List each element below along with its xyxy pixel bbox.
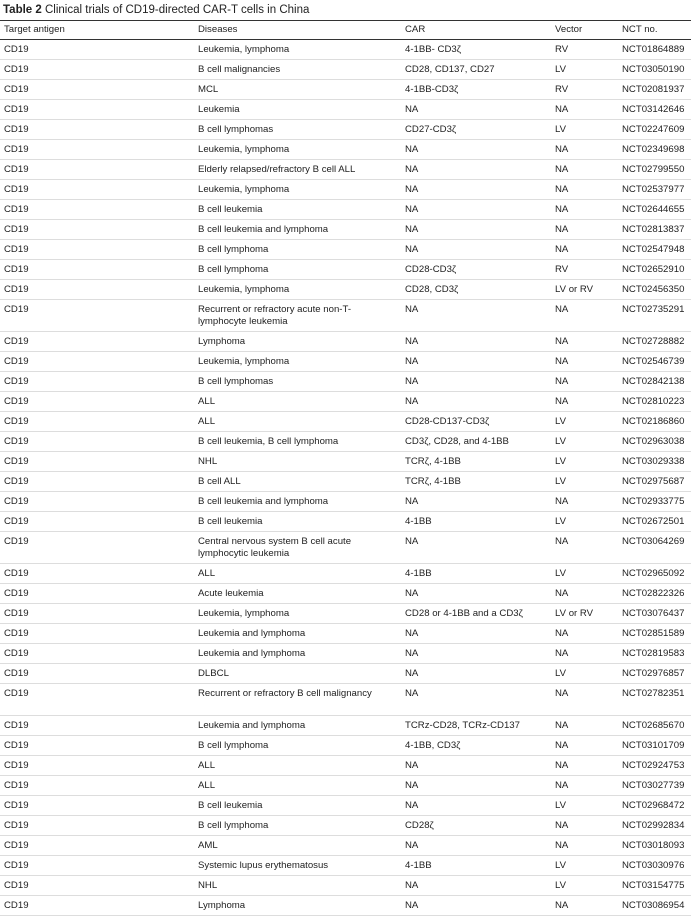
- cell-target-antigen: CD19: [0, 260, 194, 280]
- cell-car: 4-1BB: [401, 856, 551, 876]
- cell-vector: LV: [551, 856, 618, 876]
- cell-car: 4-1BB: [401, 512, 551, 532]
- cell-vector: LV: [551, 412, 618, 432]
- cell-disease: Lymphoma: [194, 896, 401, 916]
- cell-vector: RV: [551, 40, 618, 60]
- cell-disease: Recurrent or refractory acute non-T-lymphocyte leukemia: [194, 300, 401, 332]
- table-row: [0, 512, 691, 532]
- cell-car: NA: [401, 160, 551, 180]
- cell-nct-number: NCT03086954: [618, 896, 691, 916]
- table-row: [0, 836, 691, 856]
- table-row: [0, 280, 691, 300]
- table-row: [0, 160, 691, 180]
- table-row: [0, 220, 691, 240]
- cell-nct-number: NCT02546739: [618, 352, 691, 372]
- cell-target-antigen: CD19: [0, 392, 194, 412]
- cell-nct-number: NCT03154775: [618, 876, 691, 896]
- cell-car: NA: [401, 644, 551, 664]
- cell-car: CD27-CD3ζ: [401, 120, 551, 140]
- cell-target-antigen: CD19: [0, 644, 194, 664]
- cell-car: NA: [401, 332, 551, 352]
- cell-target-antigen: CD19: [0, 220, 194, 240]
- cell-car: CD28-CD137-CD3ζ: [401, 412, 551, 432]
- cell-nct-number: NCT02782351: [618, 684, 691, 716]
- cell-nct-number: NCT02842138: [618, 372, 691, 392]
- cell-vector: NA: [551, 684, 618, 716]
- cell-disease: B cell ALL: [194, 472, 401, 492]
- cell-vector: LV: [551, 60, 618, 80]
- table-row: [0, 776, 691, 796]
- cell-disease: Recurrent or refractory B cell malignancy: [194, 684, 401, 716]
- cell-target-antigen: CD19: [0, 372, 194, 392]
- cell-disease: B cell lymphoma: [194, 816, 401, 836]
- cell-disease: NHL: [194, 452, 401, 472]
- cell-nct-number: NCT02965092: [618, 564, 691, 584]
- cell-vector: NA: [551, 240, 618, 260]
- table-caption: [0, 0, 691, 20]
- table-row: [0, 472, 691, 492]
- table-row: [0, 240, 691, 260]
- table-row: [0, 816, 691, 836]
- table-caption-text: Clinical trials of CD19-directed CAR-T cells in China: [44, 4, 310, 16]
- cell-target-antigen: CD19: [0, 604, 194, 624]
- cell-vector: LV: [551, 876, 618, 896]
- cell-vector: NA: [551, 100, 618, 120]
- cell-disease: Central nervous system B cell acute lymphocytic leukemia: [194, 532, 401, 564]
- cell-target-antigen: CD19: [0, 160, 194, 180]
- cell-vector: NA: [551, 736, 618, 756]
- cell-disease: B cell leukemia, B cell lymphoma: [194, 432, 401, 452]
- cell-target-antigen: CD19: [0, 816, 194, 836]
- table-row: [0, 644, 691, 664]
- cell-disease: Leukemia and lymphoma: [194, 716, 401, 736]
- cell-nct-number: NCT02933775: [618, 492, 691, 512]
- cell-nct-number: NCT02924753: [618, 756, 691, 776]
- cell-car: TCRζ, 4-1BB: [401, 472, 551, 492]
- cell-nct-number: NCT02735291: [618, 300, 691, 332]
- cell-vector: NA: [551, 644, 618, 664]
- cell-target-antigen: CD19: [0, 716, 194, 736]
- cell-nct-number: NCT02247609: [618, 120, 691, 140]
- cell-vector: NA: [551, 352, 618, 372]
- cell-nct-number: NCT02349698: [618, 140, 691, 160]
- cell-vector: LV: [551, 432, 618, 452]
- cell-nct-number: NCT03018093: [618, 836, 691, 856]
- cell-disease: ALL: [194, 412, 401, 432]
- table-row: [0, 260, 691, 280]
- cell-vector: NA: [551, 372, 618, 392]
- cell-vector: NA: [551, 896, 618, 916]
- table-row: [0, 796, 691, 816]
- table-row: [0, 532, 691, 564]
- cell-vector: NA: [551, 716, 618, 736]
- table-row: [0, 140, 691, 160]
- cell-disease: Leukemia, lymphoma: [194, 140, 401, 160]
- cell-car: 4-1BB, CD3ζ: [401, 736, 551, 756]
- cell-disease: Acute leukemia: [194, 584, 401, 604]
- cell-disease: Leukemia, lymphoma: [194, 180, 401, 200]
- cell-car: NA: [401, 796, 551, 816]
- cell-target-antigen: CD19: [0, 564, 194, 584]
- cell-nct-number: NCT01864889: [618, 40, 691, 60]
- cell-car: NA: [401, 180, 551, 200]
- cell-target-antigen: CD19: [0, 432, 194, 452]
- cell-disease: DLBCL: [194, 664, 401, 684]
- cell-vector: NA: [551, 332, 618, 352]
- cell-vector: NA: [551, 532, 618, 564]
- cell-disease: ALL: [194, 776, 401, 796]
- header-target-antigen: Target antigen: [0, 21, 194, 40]
- cell-disease: Leukemia and lymphoma: [194, 624, 401, 644]
- cell-target-antigen: CD19: [0, 532, 194, 564]
- cell-nct-number: NCT03076437: [618, 604, 691, 624]
- cell-nct-number: NCT03142646: [618, 100, 691, 120]
- table-row: [0, 896, 691, 916]
- cell-target-antigen: CD19: [0, 664, 194, 684]
- cell-nct-number: NCT02644655: [618, 200, 691, 220]
- cell-nct-number: NCT03027739: [618, 776, 691, 796]
- header-diseases: Diseases: [194, 21, 401, 40]
- cell-target-antigen: CD19: [0, 492, 194, 512]
- cell-car: NA: [401, 876, 551, 896]
- cell-car: NA: [401, 756, 551, 776]
- cell-nct-number: NCT02992834: [618, 816, 691, 836]
- cell-vector: LV: [551, 664, 618, 684]
- cell-nct-number: NCT02968472: [618, 796, 691, 816]
- cell-disease: B cell lymphomas: [194, 120, 401, 140]
- cell-disease: B cell leukemia: [194, 200, 401, 220]
- cell-nct-number: NCT03030976: [618, 856, 691, 876]
- cell-nct-number: NCT02081937: [618, 80, 691, 100]
- table-row: [0, 756, 691, 776]
- cell-car: NA: [401, 140, 551, 160]
- cell-disease: Lymphoma: [194, 332, 401, 352]
- table-row: [0, 584, 691, 604]
- cell-car: NA: [401, 532, 551, 564]
- cell-car: 4-1BB-CD3ζ: [401, 80, 551, 100]
- cell-nct-number: NCT02537977: [618, 180, 691, 200]
- cell-target-antigen: CD19: [0, 856, 194, 876]
- cell-target-antigen: CD19: [0, 300, 194, 332]
- cell-target-antigen: CD19: [0, 80, 194, 100]
- cell-car: NA: [401, 392, 551, 412]
- table-row: [0, 432, 691, 452]
- header-nct-no: NCT no.: [618, 21, 691, 40]
- cell-vector: NA: [551, 492, 618, 512]
- table-row: [0, 624, 691, 644]
- cell-target-antigen: CD19: [0, 140, 194, 160]
- header-car: CAR: [401, 21, 551, 40]
- cell-nct-number: NCT02975687: [618, 472, 691, 492]
- cell-disease: B cell lymphoma: [194, 736, 401, 756]
- table-row: [0, 876, 691, 896]
- cell-disease: MCL: [194, 80, 401, 100]
- cell-car: CD28, CD137, CD27: [401, 60, 551, 80]
- cell-nct-number: NCT02685670: [618, 716, 691, 736]
- table-row: [0, 40, 691, 60]
- cell-target-antigen: CD19: [0, 876, 194, 896]
- cell-disease: Elderly relapsed/refractory B cell ALL: [194, 160, 401, 180]
- cell-nct-number: NCT02822326: [618, 584, 691, 604]
- cell-nct-number: NCT02652910: [618, 260, 691, 280]
- table-row: [0, 716, 691, 736]
- cell-nct-number: NCT02547948: [618, 240, 691, 260]
- cell-target-antigen: CD19: [0, 180, 194, 200]
- table-row: [0, 300, 691, 332]
- table-row: [0, 120, 691, 140]
- cell-disease: ALL: [194, 392, 401, 412]
- cell-target-antigen: CD19: [0, 736, 194, 756]
- cell-target-antigen: CD19: [0, 796, 194, 816]
- table-row: [0, 736, 691, 756]
- cell-target-antigen: CD19: [0, 120, 194, 140]
- cell-car: NA: [401, 896, 551, 916]
- cell-disease: B cell leukemia and lymphoma: [194, 492, 401, 512]
- table-row: [0, 604, 691, 624]
- table-row: [0, 80, 691, 100]
- cell-vector: NA: [551, 836, 618, 856]
- table-header-row: [0, 21, 691, 40]
- cell-target-antigen: CD19: [0, 332, 194, 352]
- table-row: [0, 200, 691, 220]
- cell-car: 4-1BB- CD3ζ: [401, 40, 551, 60]
- cell-car: TCRζ, 4-1BB: [401, 452, 551, 472]
- cell-car: CD28, CD3ζ: [401, 280, 551, 300]
- cell-nct-number: NCT02813837: [618, 220, 691, 240]
- cell-vector: NA: [551, 200, 618, 220]
- cell-nct-number: NCT03029338: [618, 452, 691, 472]
- cell-car: NA: [401, 776, 551, 796]
- table-row: [0, 332, 691, 352]
- cell-target-antigen: CD19: [0, 452, 194, 472]
- table-row: [0, 492, 691, 512]
- cell-car: NA: [401, 200, 551, 220]
- cell-disease: B cell lymphoma: [194, 240, 401, 260]
- table-row: [0, 684, 691, 716]
- table-row: [0, 180, 691, 200]
- table-row: [0, 664, 691, 684]
- cell-disease: NHL: [194, 876, 401, 896]
- table-row: [0, 60, 691, 80]
- cell-vector: LV: [551, 564, 618, 584]
- cell-disease: AML: [194, 836, 401, 856]
- cell-car: NA: [401, 492, 551, 512]
- cell-vector: LV: [551, 120, 618, 140]
- table-row: [0, 564, 691, 584]
- cell-car: NA: [401, 220, 551, 240]
- cell-nct-number: NCT02963038: [618, 432, 691, 452]
- cell-car: NA: [401, 240, 551, 260]
- cell-vector: NA: [551, 816, 618, 836]
- cell-vector: LV or RV: [551, 280, 618, 300]
- cell-vector: RV: [551, 260, 618, 280]
- cell-target-antigen: CD19: [0, 60, 194, 80]
- table-row: [0, 452, 691, 472]
- cell-target-antigen: CD19: [0, 352, 194, 372]
- cell-car: CD28 or 4-1BB and a CD3ζ: [401, 604, 551, 624]
- cell-target-antigen: CD19: [0, 756, 194, 776]
- cell-nct-number: NCT02799550: [618, 160, 691, 180]
- cell-nct-number: NCT02728882: [618, 332, 691, 352]
- cell-car: NA: [401, 100, 551, 120]
- cell-vector: NA: [551, 756, 618, 776]
- cell-disease: ALL: [194, 564, 401, 584]
- table-row: [0, 392, 691, 412]
- cell-nct-number: NCT03064269: [618, 532, 691, 564]
- cell-disease: Leukemia, lymphoma: [194, 280, 401, 300]
- cell-disease: B cell lymphoma: [194, 260, 401, 280]
- table-body: [0, 40, 691, 916]
- cell-target-antigen: CD19: [0, 412, 194, 432]
- cell-disease: B cell leukemia: [194, 512, 401, 532]
- cell-car: NA: [401, 372, 551, 392]
- cell-disease: Leukemia, lymphoma: [194, 352, 401, 372]
- cell-vector: NA: [551, 140, 618, 160]
- cell-vector: LV: [551, 512, 618, 532]
- cell-nct-number: NCT02672501: [618, 512, 691, 532]
- cell-nct-number: NCT02456350: [618, 280, 691, 300]
- header-vector: Vector: [551, 21, 618, 40]
- cell-car: NA: [401, 664, 551, 684]
- cell-disease: Leukemia and lymphoma: [194, 644, 401, 664]
- cell-target-antigen: CD19: [0, 512, 194, 532]
- cell-vector: NA: [551, 624, 618, 644]
- cell-target-antigen: CD19: [0, 624, 194, 644]
- cell-car: CD3ζ, CD28, and 4-1BB: [401, 432, 551, 452]
- cell-car: NA: [401, 352, 551, 372]
- cell-target-antigen: CD19: [0, 684, 194, 716]
- cell-car: NA: [401, 300, 551, 332]
- cell-nct-number: NCT02819583: [618, 644, 691, 664]
- cell-target-antigen: CD19: [0, 100, 194, 120]
- cell-disease: B cell leukemia and lymphoma: [194, 220, 401, 240]
- cell-vector: LV or RV: [551, 604, 618, 624]
- cell-disease: B cell leukemia: [194, 796, 401, 816]
- cell-nct-number: NCT03101709: [618, 736, 691, 756]
- cell-target-antigen: CD19: [0, 472, 194, 492]
- cell-vector: NA: [551, 776, 618, 796]
- cell-nct-number: NCT02851589: [618, 624, 691, 644]
- cell-car: NA: [401, 836, 551, 856]
- cell-disease: Leukemia, lymphoma: [194, 604, 401, 624]
- cell-target-antigen: CD19: [0, 776, 194, 796]
- cell-car: NA: [401, 624, 551, 644]
- cell-target-antigen: CD19: [0, 584, 194, 604]
- cell-vector: NA: [551, 300, 618, 332]
- cell-disease: Leukemia, lymphoma: [194, 40, 401, 60]
- table-row: [0, 352, 691, 372]
- cell-disease: Systemic lupus erythematosus: [194, 856, 401, 876]
- cell-vector: LV: [551, 452, 618, 472]
- cell-vector: RV: [551, 80, 618, 100]
- cell-car: 4-1BB: [401, 564, 551, 584]
- table-caption-number: Table 2: [3, 4, 42, 16]
- cell-vector: NA: [551, 392, 618, 412]
- cell-nct-number: NCT03050190: [618, 60, 691, 80]
- cell-vector: LV: [551, 796, 618, 816]
- cell-vector: NA: [551, 180, 618, 200]
- table-row: [0, 100, 691, 120]
- cell-vector: NA: [551, 584, 618, 604]
- cell-car: NA: [401, 684, 551, 716]
- table-row: [0, 856, 691, 876]
- cell-nct-number: NCT02810223: [618, 392, 691, 412]
- table-row: [0, 412, 691, 432]
- cell-nct-number: NCT02976857: [618, 664, 691, 684]
- cell-disease: B cell lymphomas: [194, 372, 401, 392]
- clinical-trials-table: [0, 20, 691, 916]
- cell-vector: LV: [551, 472, 618, 492]
- cell-car: NA: [401, 584, 551, 604]
- cell-nct-number: NCT02186860: [618, 412, 691, 432]
- cell-target-antigen: CD19: [0, 240, 194, 260]
- cell-car: CD28-CD3ζ: [401, 260, 551, 280]
- table-row: [0, 372, 691, 392]
- cell-target-antigen: CD19: [0, 896, 194, 916]
- cell-target-antigen: CD19: [0, 200, 194, 220]
- cell-target-antigen: CD19: [0, 836, 194, 856]
- cell-target-antigen: CD19: [0, 40, 194, 60]
- cell-car: TCRz-CD28, TCRz-CD137: [401, 716, 551, 736]
- cell-vector: NA: [551, 160, 618, 180]
- cell-vector: NA: [551, 220, 618, 240]
- cell-disease: Leukemia: [194, 100, 401, 120]
- cell-car: CD28ζ: [401, 816, 551, 836]
- cell-disease: ALL: [194, 756, 401, 776]
- cell-disease: B cell malignancies: [194, 60, 401, 80]
- cell-target-antigen: CD19: [0, 280, 194, 300]
